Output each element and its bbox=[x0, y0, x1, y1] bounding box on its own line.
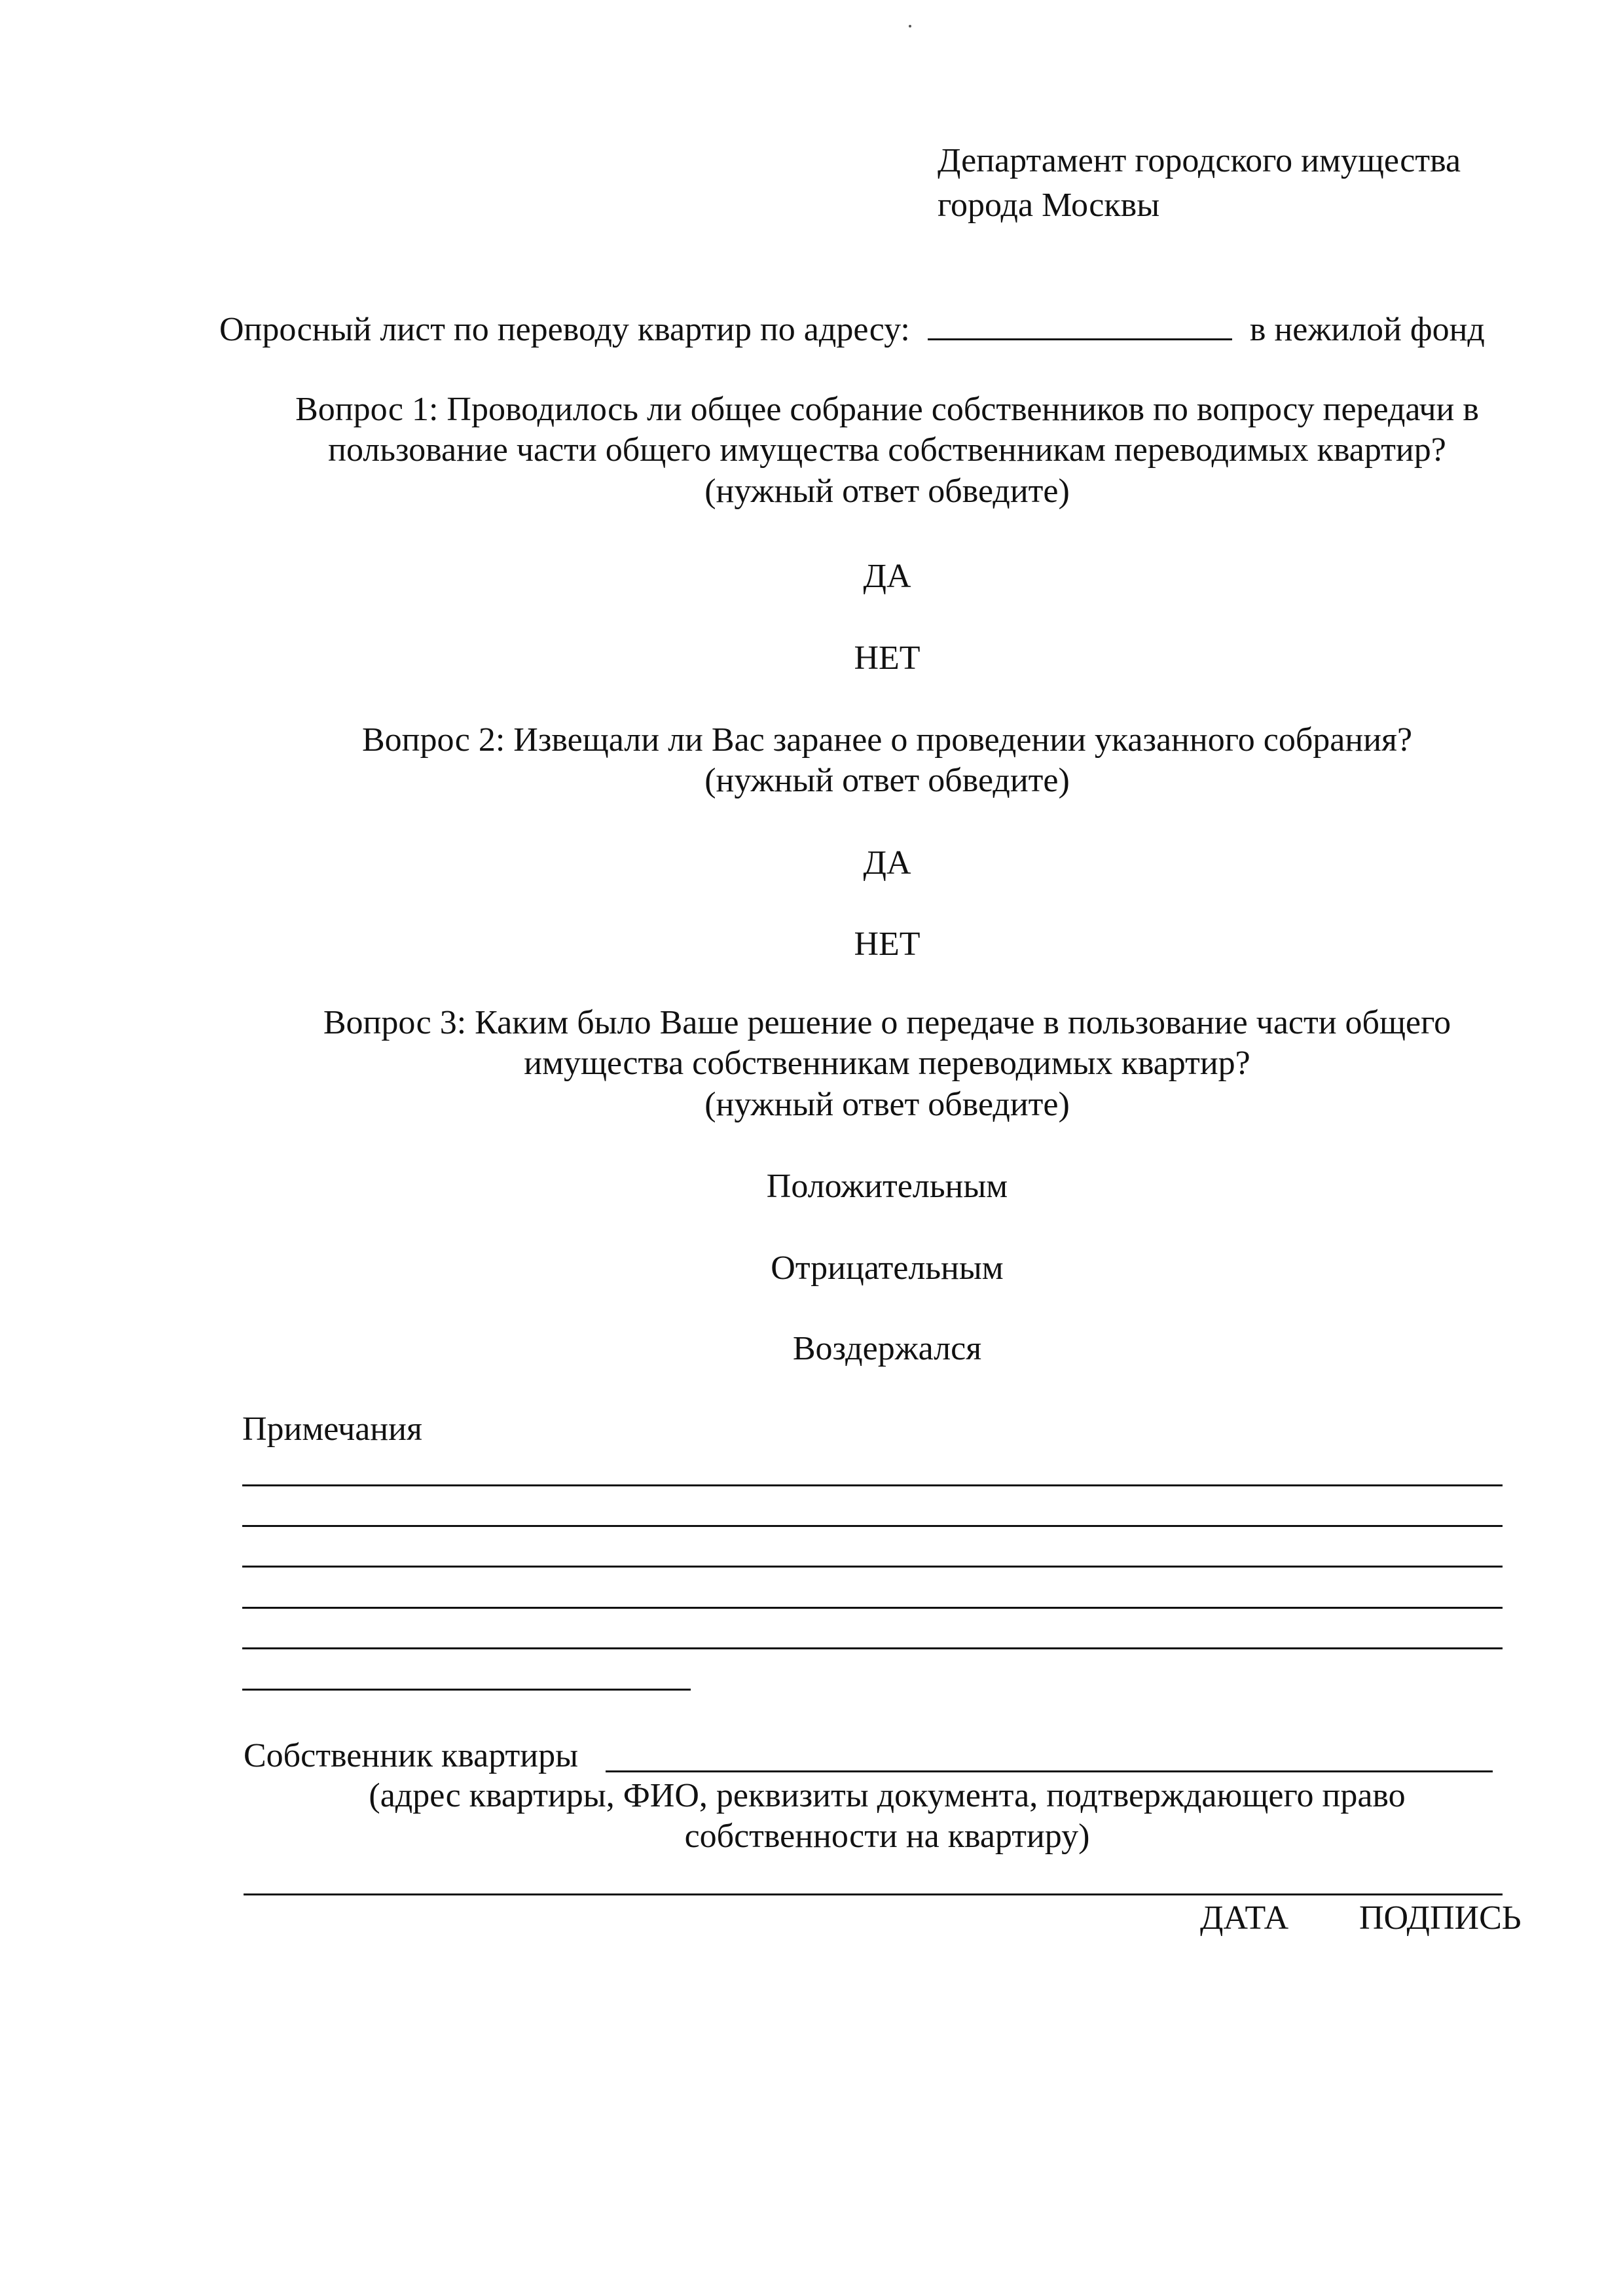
question-1-line-2: пользование части общего имущества собственникам переводимых квартир? bbox=[328, 431, 1446, 469]
owner-hint bbox=[216, 1776, 1558, 1857]
form-title bbox=[219, 308, 1485, 350]
question-2-hint: (нужный ответ обведите) bbox=[704, 762, 1070, 800]
date-signature-line[interactable] bbox=[244, 1893, 1503, 1895]
notes-line-2[interactable] bbox=[242, 1525, 1503, 1527]
owner-blank-field[interactable] bbox=[606, 1770, 1493, 1772]
title-text-before: Опросный лист по переводу квартир по адресу: bbox=[219, 310, 910, 348]
addressee-line-2: города Москвы bbox=[938, 187, 1160, 224]
question-2-option-yes[interactable]: ДА bbox=[863, 844, 911, 882]
address-blank-field[interactable] bbox=[928, 308, 1232, 340]
question-3 bbox=[216, 1003, 1558, 1125]
question-1-hint: (нужный ответ обведите) bbox=[704, 472, 1070, 510]
notes-label: Примечания bbox=[242, 1410, 422, 1448]
question-1-option-yes[interactable]: ДА bbox=[863, 558, 911, 595]
question-1 bbox=[216, 389, 1558, 512]
question-2 bbox=[216, 720, 1558, 802]
owner-label: Собственник квартиры bbox=[244, 1737, 579, 1774]
question-3-option-negative[interactable]: Отрицательным bbox=[771, 1249, 1004, 1287]
notes-line-4[interactable] bbox=[242, 1607, 1503, 1609]
question-1-line-1: Вопрос 1: Проводилось ли общее собрание собственников по вопросу передачи в bbox=[295, 391, 1479, 428]
question-2-option-no[interactable]: НЕТ bbox=[854, 925, 921, 963]
question-3-option-abstained[interactable]: Воздержался bbox=[792, 1330, 982, 1367]
owner-hint-line-1: (адрес квартиры, ФИО, реквизиты документа, подтверждающего право bbox=[369, 1777, 1406, 1814]
scan-speck bbox=[909, 25, 911, 27]
date-label: ДАТА bbox=[1200, 1899, 1289, 1937]
owner-hint-line-2: собственности на квартиру) bbox=[684, 1818, 1090, 1856]
question-2-line-1: Вопрос 2: Извещали ли Вас заранее о проведении указанного собрания? bbox=[361, 721, 1413, 759]
question-1-option-no[interactable]: НЕТ bbox=[854, 639, 921, 677]
notes-line-5[interactable] bbox=[242, 1647, 1503, 1649]
addressee-line-1: Департамент городского имущества bbox=[938, 142, 1461, 179]
signature-label: ПОДПИСЬ bbox=[1359, 1899, 1522, 1937]
question-3-hint: (нужный ответ обведите) bbox=[704, 1085, 1070, 1123]
question-3-line-2: имущества собственникам переводимых квартир? bbox=[524, 1045, 1250, 1083]
question-3-option-positive[interactable]: Положительным bbox=[766, 1168, 1008, 1205]
question-3-line-1: Вопрос 3: Каким было Ваше решение о передаче в пользование части общего bbox=[323, 1004, 1451, 1041]
notes-line-6[interactable] bbox=[242, 1689, 691, 1691]
notes-line-1[interactable] bbox=[242, 1484, 1503, 1486]
notes-line-3[interactable] bbox=[242, 1566, 1503, 1568]
title-text-after: в нежилой фонд bbox=[1249, 310, 1485, 348]
